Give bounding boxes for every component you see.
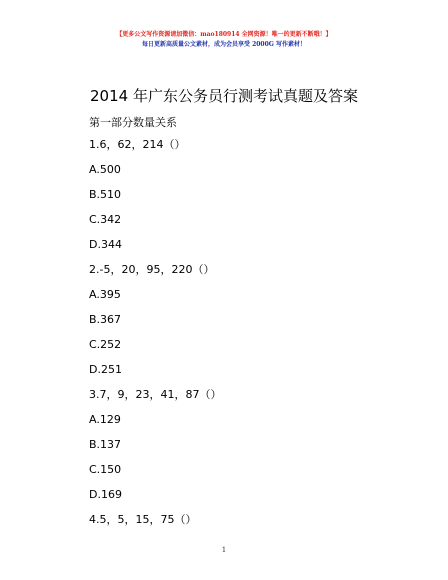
promo-banner-line-2: 每日更新高质量公文素材，成为会员享受 2000G 写作素材！ <box>141 41 306 48</box>
question-2-option-a: A.395 <box>89 288 121 301</box>
section-heading: 第一部分数量关系 <box>89 116 177 129</box>
question-1: 1.6，62，214（） <box>89 138 186 151</box>
page-number: 1 <box>221 546 227 554</box>
question-1-option-d: D.344 <box>89 238 122 251</box>
question-1-option-c: C.342 <box>89 213 122 226</box>
question-3-option-b: B.137 <box>89 438 122 451</box>
question-1-option-b: B.510 <box>89 188 122 201</box>
question-2: 2.-5，20，95，220（） <box>89 263 215 276</box>
document-title: 2014 年广东公务员行测考试真题及答案 <box>90 87 358 105</box>
question-1-option-a: A.500 <box>89 163 121 176</box>
promo-banner-line-1: 【更多公文写作资源请加微信：mao180914 全网资源！唯一的更新不断哦！】 <box>116 31 332 38</box>
question-3-option-d: D.169 <box>89 488 122 501</box>
question-2-option-c: C.252 <box>89 338 122 351</box>
question-3-option-c: C.150 <box>89 463 122 476</box>
question-4: 4.5，5，15，75（） <box>89 513 197 526</box>
question-2-option-d: D.251 <box>89 363 122 376</box>
question-list <box>89 138 221 538</box>
question-2-option-b: B.367 <box>89 313 122 326</box>
question-3-option-a: A.129 <box>89 413 121 426</box>
promo-banner <box>0 30 448 50</box>
question-3: 3.7，9，23，41，87（） <box>89 388 222 401</box>
